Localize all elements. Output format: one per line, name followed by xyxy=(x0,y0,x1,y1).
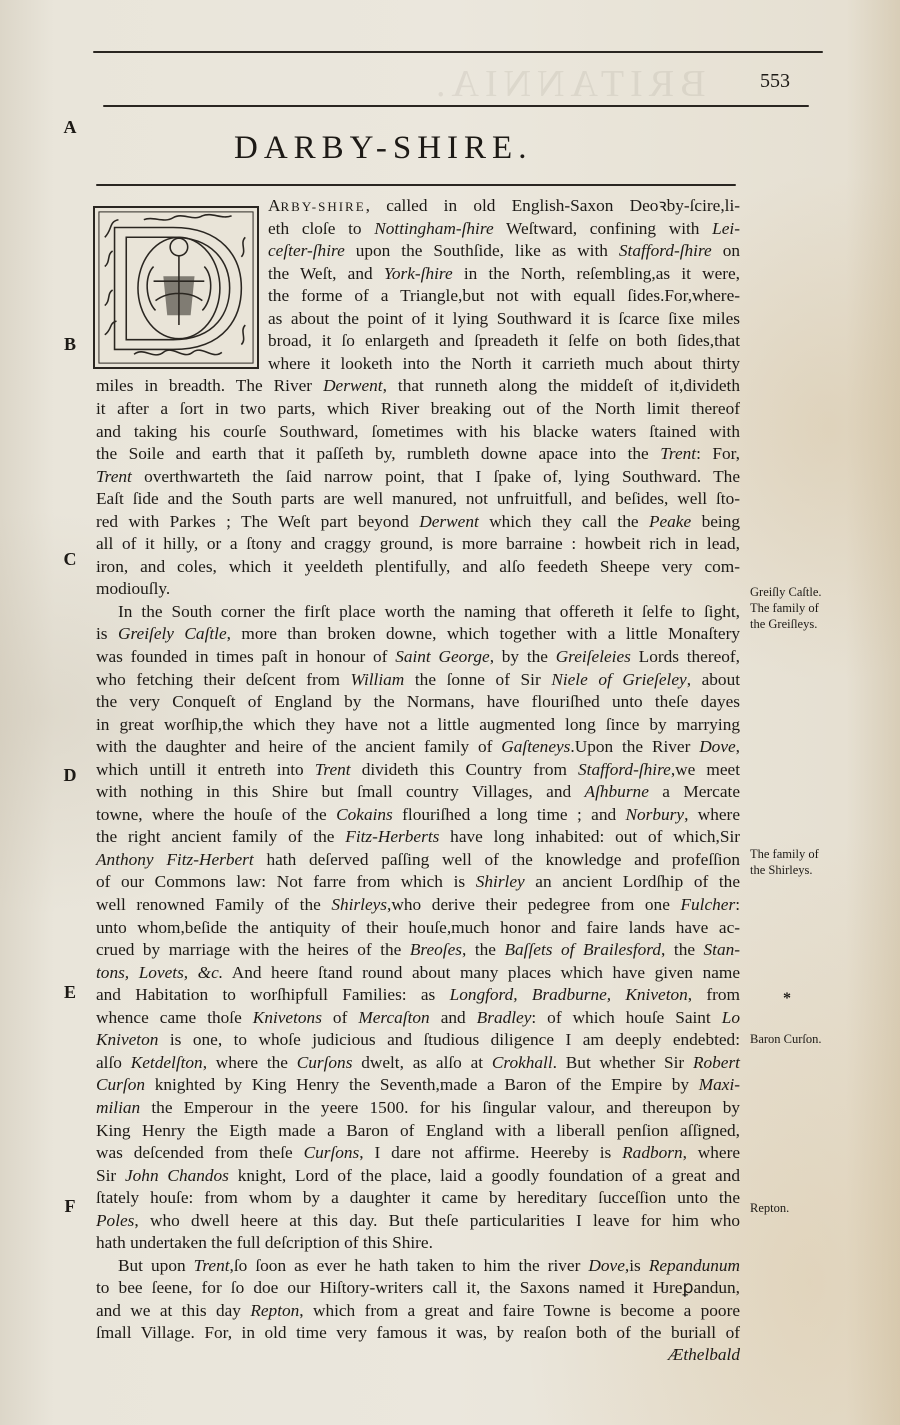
italic-proper-noun: Shirleys xyxy=(331,895,388,914)
text-line xyxy=(96,691,740,713)
text-segment: where it looketh into the North it carrieth much about thirty xyxy=(268,354,740,373)
text-segment: overthwarteth the ſaid narrow point, that I ſpake of, lying Southward. The xyxy=(131,467,740,486)
text-line xyxy=(96,849,740,871)
italic-proper-noun: Knivetons xyxy=(252,1008,322,1027)
text-segment: as about the point of it lying Southward it is ſcarce ſixe miles xyxy=(268,309,740,328)
text-line xyxy=(96,1277,740,1299)
italic-proper-noun: Dove xyxy=(699,737,736,756)
text-line xyxy=(96,781,740,803)
text-segment: all of it hilly, or a ſtony and craggy ground, is more barraine : howbeit rich in lead, xyxy=(96,534,740,553)
text-segment: is one, to whoſe judicious and ſtudious diligence I am deeply endebted: xyxy=(158,1030,740,1049)
italic-proper-noun: Fitz-Herberts xyxy=(345,827,440,846)
text-segment: knight, Lord of the place, laid a goodly foundation of a great and xyxy=(228,1166,740,1185)
side-note: The family of xyxy=(750,847,819,861)
text-segment: who fetching their deſcent from xyxy=(96,670,351,689)
text-segment: modiouſly. xyxy=(96,579,171,598)
title-rule xyxy=(96,184,736,186)
text-segment: divideth this Country from xyxy=(350,760,579,779)
text-segment: whence came thoſe xyxy=(96,1008,253,1027)
text-line xyxy=(268,285,740,307)
text-segment: is xyxy=(96,624,118,643)
text-segment: But upon xyxy=(118,1256,194,1275)
text-line xyxy=(96,1165,740,1187)
italic-proper-noun: Derwent xyxy=(323,376,383,395)
text-segment: ſtately houſe: from whom by a daughter it came by hereditary ſucceſſion unto the xyxy=(96,1188,740,1207)
text-segment: , from xyxy=(687,985,740,1004)
text-line xyxy=(268,218,740,240)
text-line xyxy=(96,1120,740,1142)
text-segment: flouriſhed a long time ; and xyxy=(392,805,626,824)
text-segment: a Mercate xyxy=(648,782,740,801)
text-segment: hath deſerved paſſing well of the knowledge and profeſſion xyxy=(253,850,741,869)
text-segment: , the xyxy=(661,940,704,959)
text-segment: of our Commons law: Not farre from which is xyxy=(96,872,476,891)
header-rule xyxy=(103,105,809,107)
side-note: The family of xyxy=(750,601,819,615)
text-segment: towne, where the houſe of the xyxy=(96,805,337,824)
side-note: Greiſly Caſtle. xyxy=(750,585,822,599)
text-line xyxy=(96,1007,740,1029)
text-segment: , by the xyxy=(489,647,556,666)
italic-proper-noun: ceſter-ſhire xyxy=(268,241,345,260)
text-segment: hath undertaken the full deſcription of this Shire. xyxy=(96,1233,433,1252)
text-segment: iron, and coles, which it yeeldeth plentifully, and alſo feedeth Sheepe very com- xyxy=(96,557,740,576)
side-note: Repton. xyxy=(750,1201,790,1215)
italic-proper-noun: Greiſely Caſtle xyxy=(117,624,227,643)
text-segment: was deſcended from theſe xyxy=(96,1143,304,1162)
text-segment: unto whom,beſide the antiquity of their houſe,much honor and faire lands have ac- xyxy=(96,918,740,937)
italic-proper-noun: Fulcher xyxy=(680,895,736,914)
text-segment: , where the xyxy=(202,1053,297,1072)
italic-proper-noun: Dove xyxy=(588,1256,625,1275)
text-line xyxy=(96,894,740,916)
text-segment: King Henry the Eigth made a Baron of England with a liberall penſion aſſigned, xyxy=(96,1121,740,1140)
text-segment: which they call the xyxy=(478,512,649,531)
italic-proper-noun: Repandunum xyxy=(648,1256,741,1275)
text-segment: ,who derive their pedegree from one xyxy=(387,895,681,914)
text-segment: A xyxy=(268,196,281,215)
side-note: the Greiſleys. xyxy=(750,617,818,631)
text-segment: ,we meet xyxy=(670,760,740,779)
text-segment: of xyxy=(321,1008,359,1027)
text-line xyxy=(96,533,740,555)
text-line xyxy=(96,646,740,668)
text-segment: : xyxy=(735,895,740,914)
text-line xyxy=(96,962,740,984)
text-line xyxy=(96,804,740,826)
italic-proper-noun: Cokains xyxy=(336,805,393,824)
text-line xyxy=(96,736,740,758)
text-line xyxy=(96,578,740,600)
text-line xyxy=(96,984,740,1006)
text-line xyxy=(268,240,740,262)
text-line xyxy=(96,871,740,893)
italic-proper-noun: Mercaſton xyxy=(358,1008,430,1027)
text-segment: an ancient Lordſhip of the xyxy=(524,872,740,891)
text-line xyxy=(96,669,740,691)
text-segment: , about xyxy=(686,670,741,689)
text-segment: , who dwell heere at this day. But theſe particularities I leave for him who xyxy=(134,1211,740,1230)
margin-letter-a: A xyxy=(63,117,77,137)
italic-proper-noun: Robert xyxy=(692,1053,740,1072)
text-segment: . But whether Sir xyxy=(552,1053,693,1072)
text-line xyxy=(96,1300,740,1322)
text-segment: dwelt, as alſo at xyxy=(352,1053,492,1072)
drop-cap-initial-d xyxy=(93,206,259,369)
italic-proper-noun: Lei- xyxy=(712,219,740,238)
italic-proper-noun: Kniveton xyxy=(96,1030,159,1049)
italic-proper-noun: Trent xyxy=(660,444,697,463)
italic-proper-noun: Saint George xyxy=(395,647,490,666)
text-segment: , I dare not affirme. Heereby is xyxy=(359,1143,623,1162)
text-segment: which untill it entreth into xyxy=(96,760,315,779)
italic-proper-noun: Norbury xyxy=(625,805,685,824)
text-segment: the Soile and earth that it paſſeth by, rumbleth downe apace into the xyxy=(96,444,661,463)
text-line xyxy=(96,511,740,533)
italic-proper-noun: Greiſeleies xyxy=(555,647,631,666)
italic-proper-noun: Poles xyxy=(96,1211,135,1230)
text-line xyxy=(268,195,740,218)
italic-proper-noun: Derwent xyxy=(419,512,479,531)
text-line xyxy=(96,1052,740,1074)
text-line xyxy=(268,308,740,330)
text-segment: ,ſo ſoon as ever he hath taken to him the river xyxy=(229,1256,589,1275)
text-segment: Weſtward, confining with xyxy=(493,219,713,238)
italic-proper-noun: Peake xyxy=(648,512,692,531)
text-segment: the ſonne of Sir xyxy=(404,670,552,689)
italic-proper-noun: Stan- xyxy=(703,940,741,959)
italic-proper-noun: York-ſhire xyxy=(383,264,453,283)
text-segment: miles in breadth. The River xyxy=(96,376,324,395)
text-line xyxy=(96,917,740,939)
text-segment: and Habitation to worſhipfull Families: as xyxy=(96,985,450,1004)
italic-proper-noun: Trent xyxy=(193,1256,230,1275)
text-line xyxy=(96,1074,740,1096)
italic-proper-noun: Stafford-ſhire xyxy=(578,760,671,779)
italic-proper-noun: Crokhall xyxy=(491,1053,553,1072)
italic-proper-noun: Stafford-ſhire xyxy=(618,241,712,260)
text-line xyxy=(268,263,740,285)
text-segment: the forme of a Triangle,but not with equall ſides.For,where- xyxy=(268,286,740,305)
text-segment: with the daughter and heire of the ancient family of xyxy=(96,737,502,756)
text-segment: upon the Southſide, like as with xyxy=(344,241,619,260)
text-line xyxy=(96,443,740,465)
text-line xyxy=(96,488,740,510)
italic-proper-noun: Aſhburne xyxy=(584,782,649,801)
text-line xyxy=(96,466,740,488)
italic-proper-noun: Longford, Bradburne, Kniveton xyxy=(449,985,688,1004)
text-line xyxy=(96,1187,740,1209)
text-segment: and we at this day xyxy=(96,1301,251,1320)
text-segment: , which from a great and faire Towne is become a poore xyxy=(299,1301,740,1320)
text-segment: , where xyxy=(684,805,740,824)
asterisk-mark: * xyxy=(783,990,791,1007)
text-segment: was founded in times paſt in honour of xyxy=(96,647,396,666)
margin-letter-e: E xyxy=(63,982,76,1002)
italic-proper-noun: William xyxy=(350,670,405,689)
text-segment: alſo xyxy=(96,1053,131,1072)
text-line xyxy=(96,1232,740,1254)
italic-proper-noun: John Chandos xyxy=(125,1166,229,1185)
italic-proper-noun: Anthony Fitz-Herbert xyxy=(96,850,254,869)
text-segment: on xyxy=(711,241,740,260)
text-line xyxy=(96,939,740,961)
catchword: Æthelbald xyxy=(667,1345,740,1364)
text-line xyxy=(96,1029,740,1051)
text-segment: well renowned Family of the xyxy=(96,895,332,914)
text-segment: in great worſhip,the which they have not a little augmented long ſince by marrying xyxy=(96,715,740,734)
italic-proper-noun: Shirley xyxy=(475,872,525,891)
text-segment: And heere ſtand round about many places which have given name xyxy=(223,963,740,982)
text-segment: eth cloſe to xyxy=(268,219,375,238)
text-line xyxy=(96,1142,740,1164)
text-segment: broad, it ſo enlargeth and ſpreadeth it ſelfe on both ſides,that xyxy=(268,331,740,350)
text-segment: red with Parkes ; The Weſt part beyond xyxy=(96,512,420,531)
text-segment: have long inhabited: out of which,Sir xyxy=(439,827,740,846)
italic-proper-noun: Trent xyxy=(96,467,132,486)
text-segment: , xyxy=(735,737,740,756)
text-segment: it after a ſort in two parts, which River breaking out of the North limit thereof xyxy=(96,399,740,418)
text-segment: the very Conqueſt of England by the Normans, have flouriſhed unto theſe dayes xyxy=(96,692,740,711)
text-line xyxy=(268,353,740,375)
text-segment: in the North, reſembling,as it were, xyxy=(452,264,740,283)
text-segment: : of which houſe Saint xyxy=(531,1008,722,1027)
text-segment: ſmall Village. For, in old time very famous it was, by reaſon both of the buriall of xyxy=(96,1323,740,1342)
text-line xyxy=(96,826,740,848)
ornamental-initial-icon xyxy=(95,208,257,367)
margin-letter-f: F xyxy=(64,1196,76,1216)
text-segment: the Emperour in the yeere 1500. for his ſingular valour, and thereupon by xyxy=(140,1098,740,1117)
text-segment: to bee ſeene, for ſo doe our Hiſtory-writers call it, the Saxons named it Ƕreꝑandun, xyxy=(96,1278,740,1297)
text-segment: with nothing in this Shire but ſmall country Villages, and xyxy=(96,782,585,801)
text-segment: Eaſt ſide and the South parts are well manured, not unfruitfull, and beſides, well ſto- xyxy=(96,489,740,508)
page-title: DARBY-SHIRE. xyxy=(234,130,533,166)
text-line xyxy=(96,421,740,443)
margin-letter-d: D xyxy=(63,765,77,785)
text-segment: Sir xyxy=(96,1166,125,1185)
italic-proper-noun: Curſons xyxy=(303,1143,360,1162)
text-segment: , that runneth along the middeſt of it,divideth xyxy=(382,376,740,395)
italic-proper-noun: Bradley xyxy=(476,1008,532,1027)
italic-proper-noun: tons, Lovets, &c. xyxy=(96,963,224,982)
text-segment: crued by marriage with the heires of the xyxy=(96,940,410,959)
italic-proper-noun: Nottingham-ſhire xyxy=(374,219,494,238)
text-line xyxy=(96,1097,740,1119)
text-segment: , the xyxy=(461,940,505,959)
text-line xyxy=(96,1322,740,1344)
italic-proper-noun: Curſons xyxy=(296,1053,353,1072)
text-line xyxy=(96,375,740,397)
text-segment: In the South corner the firſt place worth the naming that offereth it ſelfe to ſight, xyxy=(118,602,740,621)
text-segment: ,is xyxy=(624,1256,649,1275)
text-line xyxy=(268,330,740,352)
italic-proper-noun: Maxi- xyxy=(698,1075,740,1094)
italic-proper-noun: Radborn xyxy=(622,1143,683,1162)
side-note: Baron Curſon. xyxy=(750,1032,822,1046)
text-segment: the Weſt, and xyxy=(268,264,384,283)
text-segment: RBY-SHIRE xyxy=(280,199,366,214)
text-line xyxy=(96,1255,740,1277)
text-segment: , where xyxy=(682,1143,741,1162)
italic-proper-noun: Niele of Grieſeley xyxy=(551,670,687,689)
italic-proper-noun: Ketdelſton xyxy=(130,1053,203,1072)
text-segment: .Upon the River xyxy=(570,737,700,756)
italic-proper-noun: Trent xyxy=(314,760,351,779)
text-segment: and xyxy=(429,1008,477,1027)
text-segment: , more than broken downe, which together with a little Monaſtery xyxy=(226,624,740,643)
italic-proper-noun: Repton xyxy=(250,1301,300,1320)
top-rule xyxy=(93,51,823,53)
page-number: 553 xyxy=(760,70,790,92)
italic-proper-noun: Breoſes xyxy=(409,940,462,959)
bleed-through-text: BRITANNIA. xyxy=(430,63,706,105)
text-segment: knighted by King Henry the Seventh,made a Baron of the Empire by xyxy=(144,1075,699,1094)
text-segment: Lords thereof, xyxy=(630,647,740,666)
text-line xyxy=(96,601,740,623)
italic-proper-noun: Curſon xyxy=(96,1075,145,1094)
italic-proper-noun: milian xyxy=(96,1098,141,1117)
italic-proper-noun: Lo xyxy=(721,1008,741,1027)
italic-proper-noun: Gaſteneys xyxy=(501,737,571,756)
text-segment: : For, xyxy=(696,444,740,463)
text-segment: the right ancient family of the xyxy=(96,827,346,846)
text-line xyxy=(96,714,740,736)
text-line xyxy=(96,1210,740,1232)
text-segment: , called in old English-Saxon Deoꝛby-ſcire,li- xyxy=(365,196,740,215)
text-segment: and taking his courſe Southward, ſometimes with his blacke waters ſtained with xyxy=(96,422,740,441)
italic-proper-noun: Baſſets of Brailesford xyxy=(504,940,662,959)
text-segment: being xyxy=(691,512,740,531)
side-note: the Shirleys. xyxy=(750,863,813,877)
text-line xyxy=(96,556,740,578)
text-line xyxy=(96,623,740,645)
text-line xyxy=(96,398,740,420)
text-line xyxy=(96,759,740,781)
margin-letter-b: B xyxy=(63,334,76,354)
margin-letter-c: C xyxy=(63,549,77,569)
